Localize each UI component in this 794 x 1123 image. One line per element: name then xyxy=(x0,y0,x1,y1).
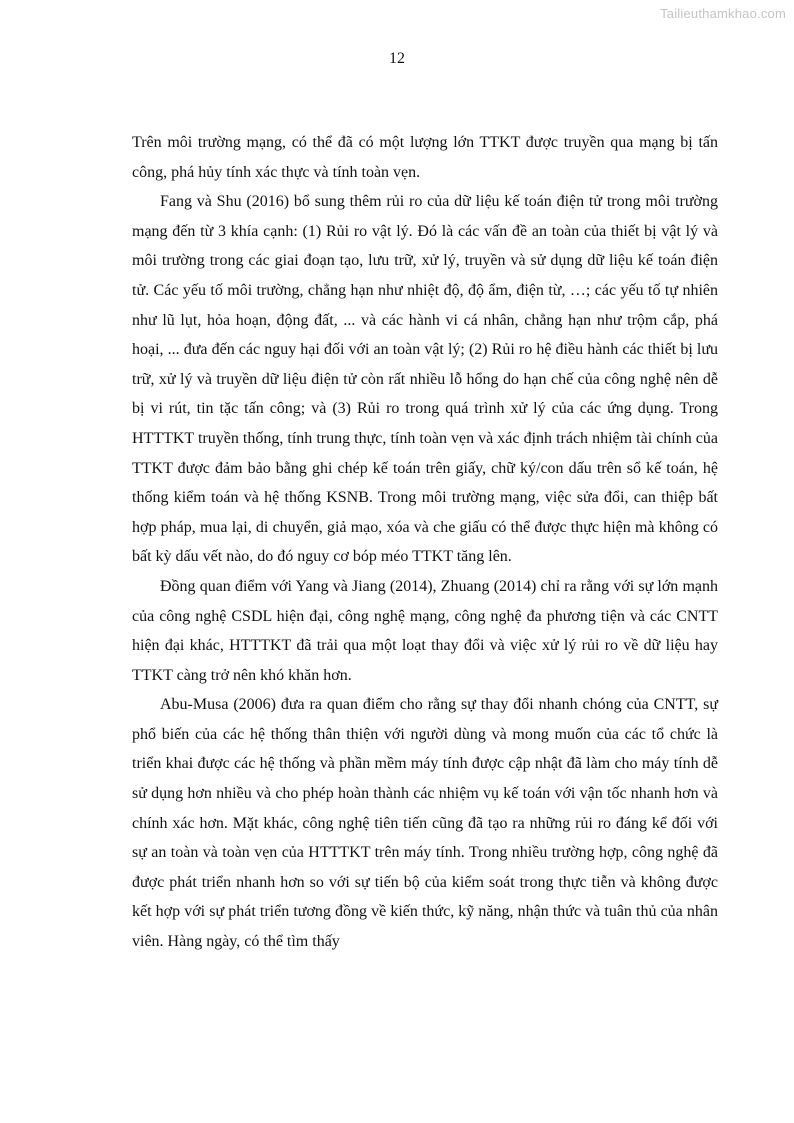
page-number: 12 xyxy=(389,50,405,67)
watermark: Tailieuthamkhao.com xyxy=(660,6,786,21)
paragraph-4: Abu-Musa (2006) đưa ra quan điểm cho rằng sự thay đổi nhanh chóng của CNTT, sự phổ biến của các hệ thống thân thiện với người dùng và mong muốn của các tổ chức là triển khai được các hệ thống và phần mềm máy tính được cập nhật đã làm cho máy tính dễ sử dụng hơn nhiều và cho phép hoàn thành các nhiệm vụ kế toán với vận tốc nhanh hơn và chính xác hơn. Mặt khác, công nghệ tiên tiến cũng đã tạo ra những rủi ro đáng kể đối với sự an toàn và toàn vẹn của HTTTKT trên máy tính. Trong nhiều trường hợp, công nghệ đã được phát triển nhanh hơn so với sự tiến bộ của kiểm soát trong thực tiễn và không được kết hợp với sự phát triển tương đồng về kiến thức, kỹ năng, nhận thức và tuân thủ của nhân viên. Hàng ngày, có thể tìm thấy xyxy=(132,696,718,951)
document-body xyxy=(132,128,718,957)
paragraph-2: Fang và Shu (2016) bổ sung thêm rủi ro của dữ liệu kế toán điện tử trong môi trường mạng đến từ 3 khía cạnh: (1) Rủi ro vật lý. Đó là các vấn đề an toàn của thiết bị vật lý và môi trường trong các giai đoạn tạo, lưu trữ, xử lý, truyền và sử dụng dữ liệu kế toán điện tử. Các yếu tố môi trường, chẳng hạn như nhiệt độ, độ ẩm, điện từ, …; các yếu tố tự nhiên như lũ lụt, hỏa hoạn, động đất, ... và các hành vi cá nhân, chẳng hạn như trộm cắp, phá hoại, ... đưa đến các nguy hại đối với an toàn vật lý; (2) Rủi ro hệ điều hành các thiết bị lưu trữ, xử lý và truyền dữ liệu điện tử còn rất nhiều lỗ hổng do hạn chế của công nghệ nên dễ bị vi rút, tin tặc tấn công; và (3) Rủi ro trong quá trình xử lý của các ứng dụng. Trong HTTTKT truyền thống, tính trung thực, tính toàn vẹn và xác định trách nhiệm tài chính của TTKT được đảm bảo bằng ghi chép kế toán trên giấy, chữ ký/con dấu trên sổ kế toán, hệ thống kiểm toán và hệ thống KSNB. Trong môi trường mạng, việc sửa đổi, can thiệp bất hợp pháp, mua lại, di chuyển, giả mạo, xóa và che giấu có thể được thực hiện mà không có bất kỳ dấu vết nào, do đó nguy cơ bóp méo TTKT tăng lên. xyxy=(132,193,718,566)
paragraph-3: Đồng quan điểm với Yang và Jiang (2014), Zhuang (2014) chỉ ra rằng với sự lớn mạnh của công nghệ CSDL hiện đại, công nghệ mạng, công nghệ đa phương tiện và các CNTT hiện đại khác, HTTTKT đã trải qua một loạt thay đổi và việc xử lý rủi ro về dữ liệu hay TTKT càng trở nên khó khăn hơn. xyxy=(132,577,718,684)
paragraph-1: Trên môi trường mạng, có thể đã có một lượng lớn TTKT được truyền qua mạng bị tấn công, phá hủy tính xác thực và tính toàn vẹn. xyxy=(132,134,718,181)
